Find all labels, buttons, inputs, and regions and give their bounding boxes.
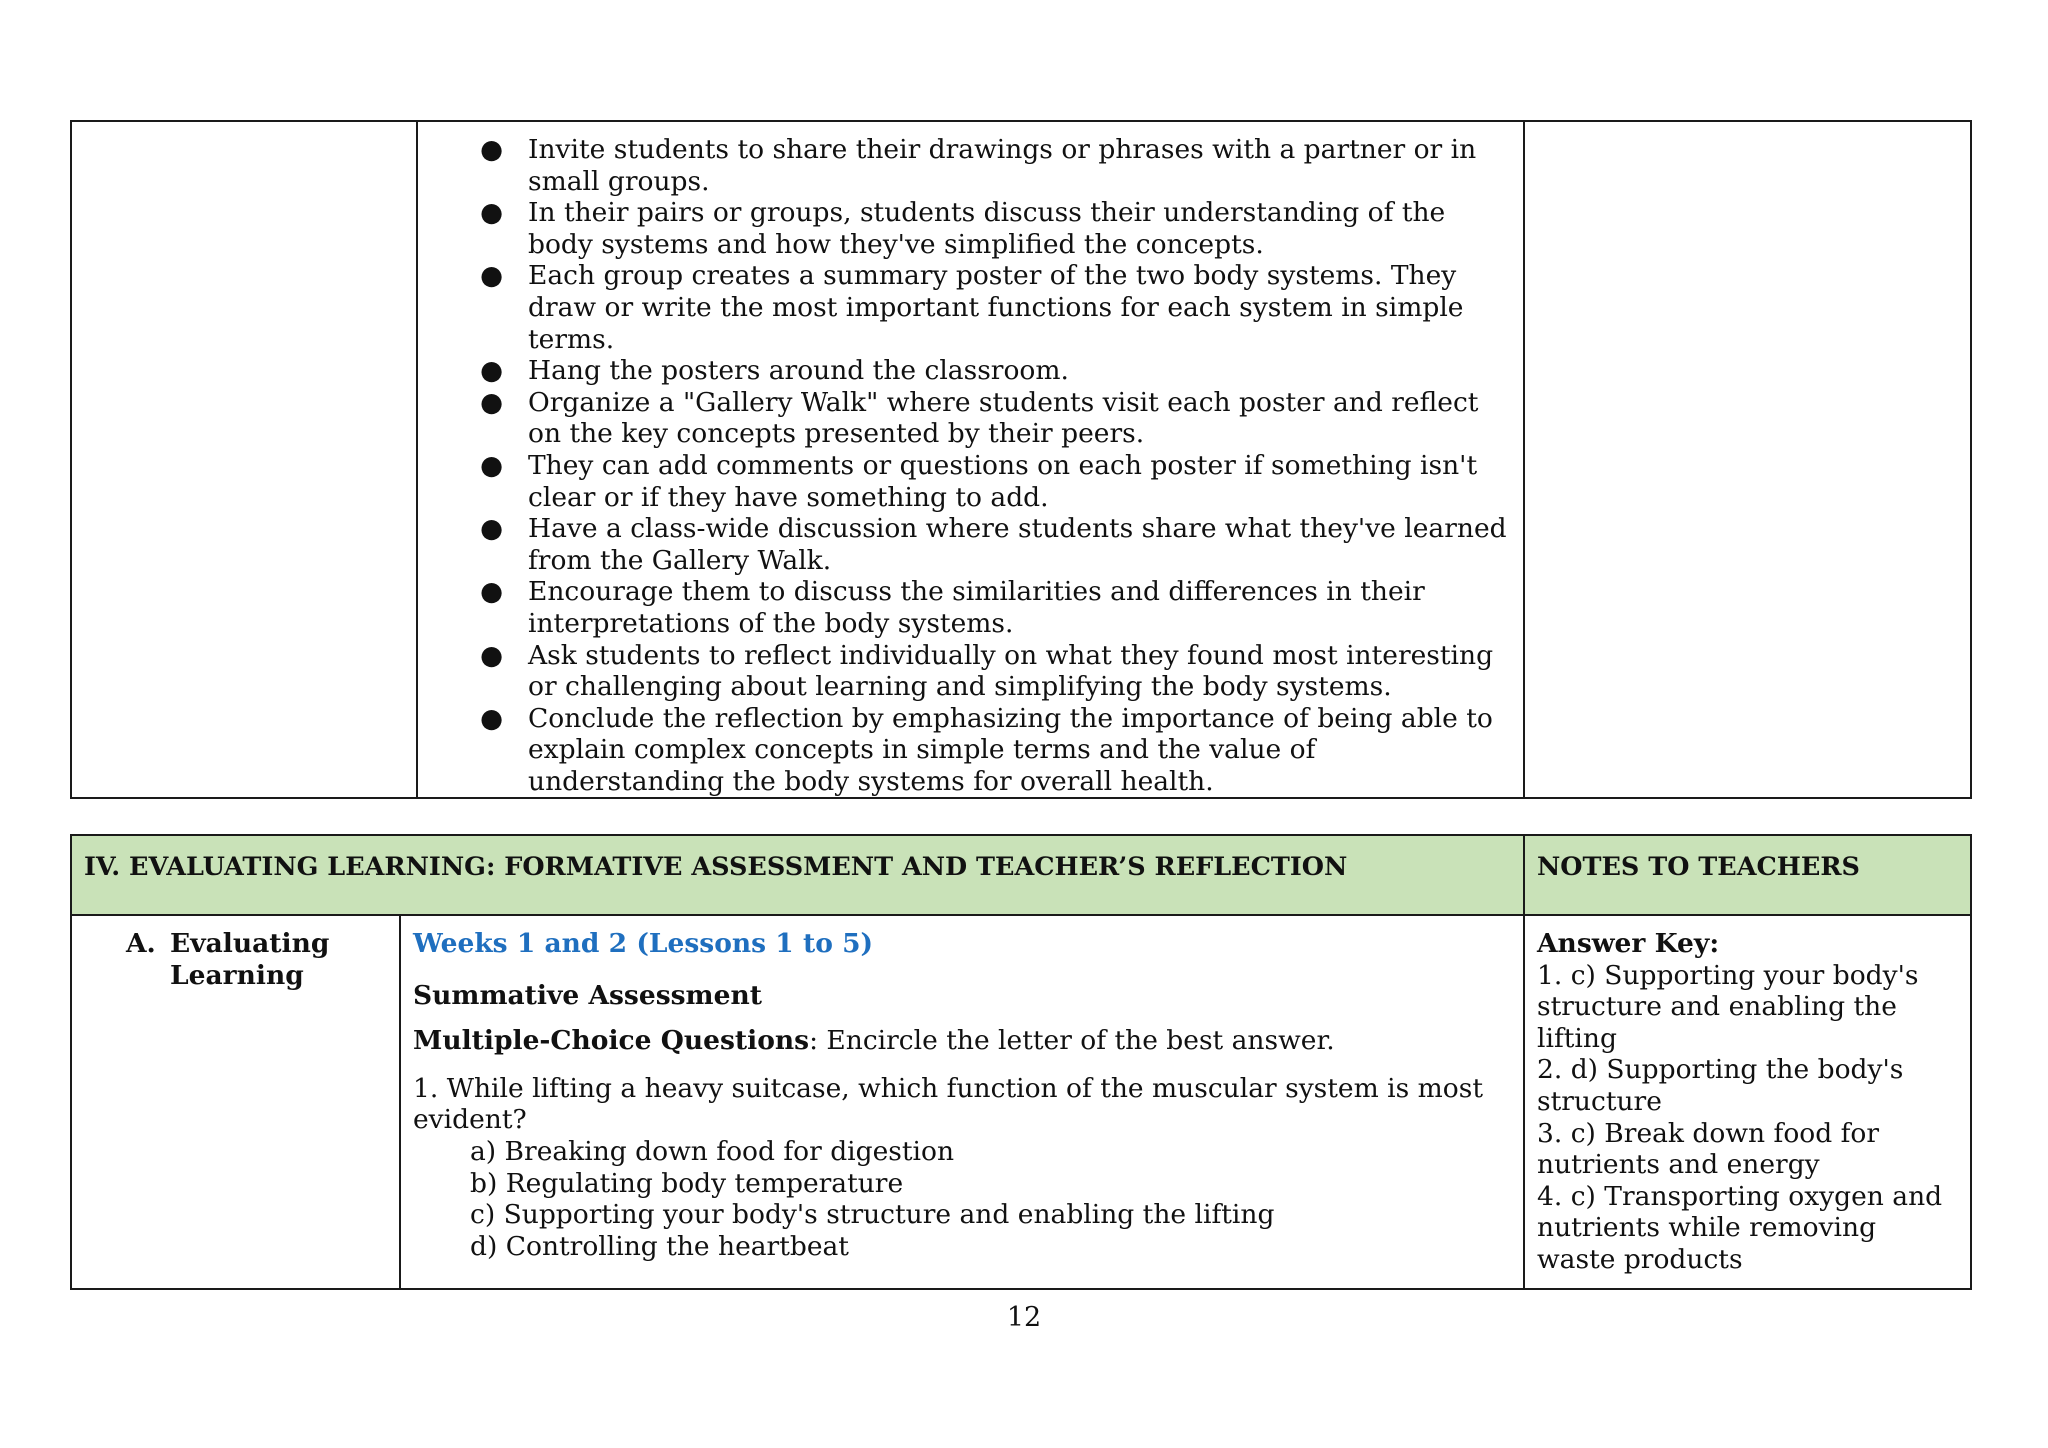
- bullet-icon: ●: [480, 576, 504, 608]
- list-item: ● In their pairs or groups, students discuss their understanding of the body systems and how they've simplified the concepts.: [480, 197, 1446, 260]
- answer-item: 3. c) Break down food for nutrients and energy: [1537, 1117, 1880, 1181]
- mcq-label: Multiple-Choice Questions: [413, 1025, 810, 1057]
- list-item: ● Invite students to share their drawings or phrases with a partner or in small groups.: [480, 134, 1477, 197]
- section-header-cell: [71, 835, 1524, 915]
- list-item: ● Encourage them to discuss the similarities and differences in their interpretations of the body systems.: [480, 576, 1425, 639]
- option-d: d) Controlling the heartbeat: [470, 1230, 849, 1262]
- answer-key-title: Answer Key:: [1537, 928, 1720, 959]
- activity-bullet-list: [418, 122, 1523, 797]
- activity-notes-cell: [1524, 121, 1971, 798]
- list-item: ● Hang the posters around the classroom.: [480, 355, 1069, 387]
- row-label: [72, 916, 399, 992]
- list-item: ● Conclude the reflection by emphasizing the importance of being able to explain complex concepts in simple terms and the value of understanding the body systems for overall health.: [480, 702, 1493, 797]
- bullet-icon: ●: [480, 513, 504, 545]
- notes-title: NOTES TO TEACHERS: [1537, 852, 1860, 882]
- mcq-instruction: [413, 1025, 1511, 1057]
- bullet-icon: ●: [480, 449, 504, 481]
- bullet-icon: ●: [480, 386, 504, 418]
- list-item: ● Each group creates a summary poster of the two body systems. They draw or write the most important functions for each system in simple terms.: [480, 260, 1464, 355]
- bullet-icon: ●: [480, 702, 504, 734]
- bullet-icon: ●: [480, 260, 504, 292]
- assessment-cell: [400, 915, 1524, 1289]
- list-item: ● Ask students to reflect individually on what they found most interesting or challenging about learning and simplifying the body systems.: [480, 639, 1494, 703]
- bullet-icon: ●: [480, 197, 504, 229]
- activity-content-cell: [417, 121, 1524, 798]
- evaluation-table: [70, 834, 1972, 1290]
- answer-item: 4. c) Transporting oxygen and nutrients while removing waste products: [1537, 1180, 1943, 1275]
- answer-item: 1. c) Supporting your body's structure and enabling the lifting: [1537, 959, 1919, 1054]
- mcq-instruction-text: : Encircle the letter of the best answer.: [809, 1025, 1335, 1057]
- bullet-icon: ●: [480, 134, 504, 165]
- activity-table: [70, 120, 1972, 799]
- activity-left-cell: [71, 121, 417, 798]
- list-item: ● They can add comments or questions on each poster if something isn't clear or if they have something to add.: [480, 449, 1478, 513]
- answer-key-cell: [1524, 915, 1971, 1289]
- list-item: ● Have a class-wide discussion where students share what they've learned from the Gallery Walk.: [480, 513, 1507, 576]
- answer-item: 2. d) Supporting the body's structure: [1537, 1054, 1904, 1117]
- list-item: ● Organize a "Gallery Walk" where students visit each poster and reflect on the key concepts presented by their peers.: [480, 386, 1479, 450]
- page-number: 12: [1006, 1302, 1042, 1333]
- row-label-text: Evaluating Learning: [170, 928, 330, 991]
- option-c: c) Supporting your body's structure and enabling the lifting: [470, 1199, 1275, 1231]
- notes-header-cell: [1524, 835, 1971, 915]
- weeks-heading: Weeks 1 and 2 (Lessons 1 to 5): [413, 928, 874, 959]
- row-letter: A.: [126, 928, 156, 959]
- option-b: b) Regulating body temperature: [470, 1167, 904, 1199]
- option-a: a) Breaking down food for digestion: [470, 1135, 955, 1167]
- question-text: 1. While lifting a heavy suitcase, which function of the muscular system is most evident?: [413, 1072, 1483, 1136]
- row-label-cell: [71, 915, 400, 1289]
- bullet-icon: ●: [480, 355, 504, 387]
- section-title: IV. EVALUATING LEARNING: FORMATIVE ASSESSMENT AND TEACHER’S REFLECTION: [84, 852, 1348, 882]
- assessment-title: Summative Assessment: [413, 979, 762, 1011]
- bullet-icon: ●: [480, 639, 504, 671]
